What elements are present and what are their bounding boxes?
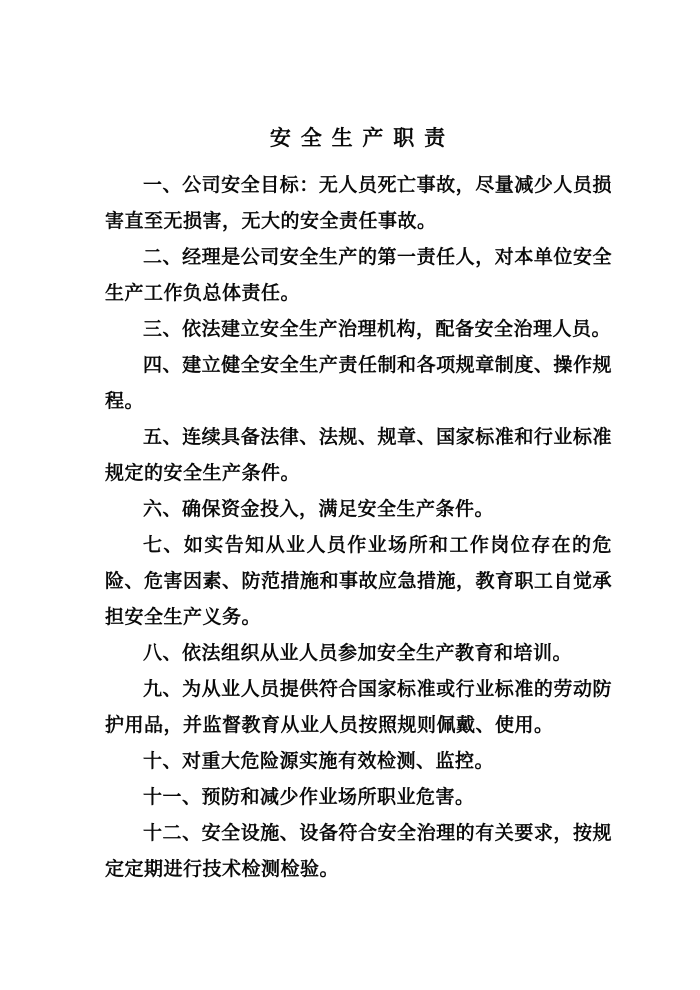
- paragraph-4: 四、建立健全安全生产责任制和各项规章制度、操作规程。: [105, 355, 612, 412]
- paragraph-11: 十一、预防和减少作业场所职业危害。: [143, 787, 475, 808]
- page-title: 安 全 生 产 职 责: [269, 127, 448, 150]
- paragraph-3: 三、依法建立安全生产治理机构，配备安全治理人员。: [143, 319, 612, 340]
- paragraph-1: 一、公司安全目标：无人员死亡事故，尽量减少人员损害直至无损害，无大的安全责任事故。: [105, 175, 612, 232]
- paragraph-7: 七、如实告知从业人员作业场所和工作岗位存在的危险、危害因素、防范措施和事故应急措施，教育职工自觉承担安全生产义务。: [105, 535, 613, 628]
- paragraph-10: 十、对重大危险源实施有效检测、监控。: [143, 751, 495, 772]
- paragraph-8: 八、依法组织从业人员参加安全生产教育和培训。: [143, 643, 573, 664]
- paragraph-5: 五、连续具备法律、法规、规章、国家标准和行业标准规定的安全生产条件。: [105, 427, 612, 484]
- paragraph-12: 十二、安全设施、设备符合安全治理的有关要求，按规定定期进行技术检测检验。: [105, 823, 612, 880]
- paragraph-6: 六、确保资金投入，满足安全生产条件。: [143, 499, 495, 520]
- paragraph-2: 二、经理是公司安全生产的第一责任人，对本单位安全生产工作负总体责任。: [105, 247, 612, 304]
- paragraph-9: 九、为从业人员提供符合国家标准或行业标准的劳动防护用品，并监督教育从业人员按照规则佩戴、使用。: [105, 679, 612, 736]
